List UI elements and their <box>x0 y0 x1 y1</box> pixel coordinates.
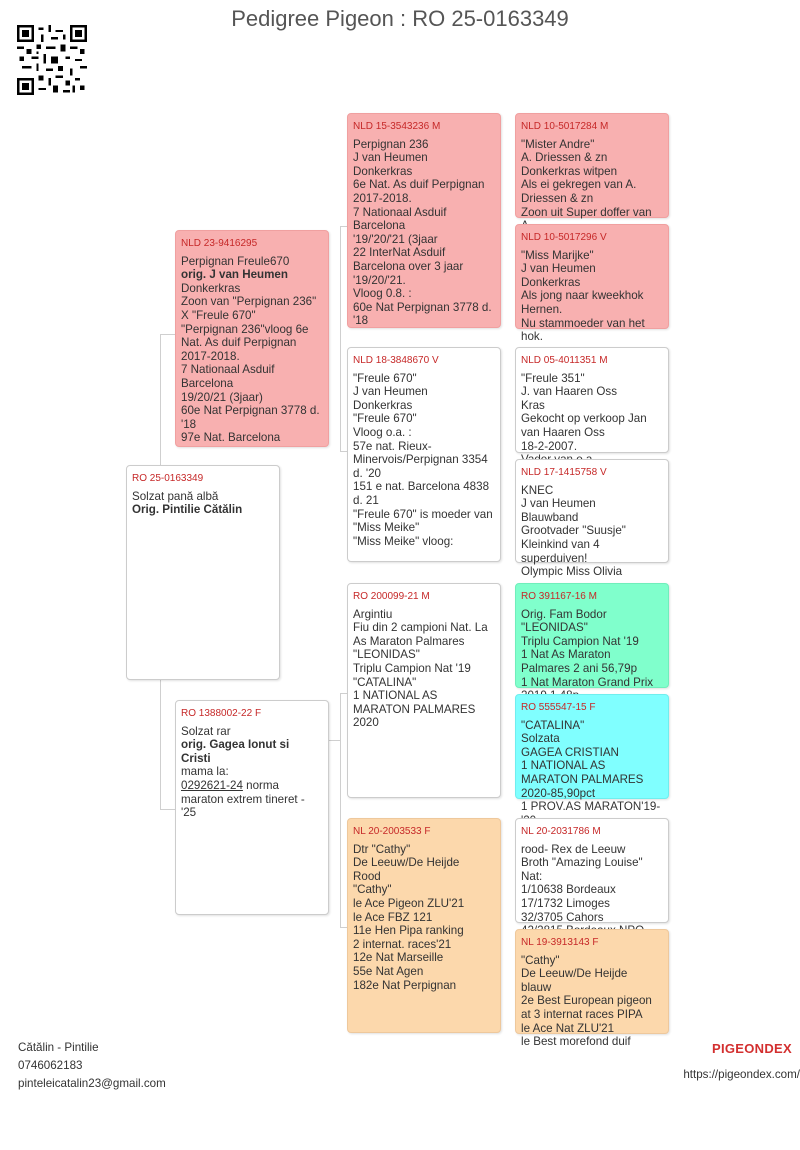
card-line: 1 NATIONAL AS MARATON PALMARES 2020 <box>353 689 479 730</box>
card-line: 7 Nationaal Asduif Barcelona <box>353 205 450 233</box>
dam-dam-card[interactable] <box>347 818 501 1033</box>
ring-number: NLD 17-1415758 V <box>521 467 607 478</box>
card-line: Als ei gekregen van A. Driessen & zn <box>521 178 640 205</box>
ring-number: NL 20-2003533 F <box>353 826 431 837</box>
sire-dam-dam-card[interactable] <box>515 459 669 579</box>
card-line: Gekocht op verkoop Jan van Haaren Oss <box>521 412 650 439</box>
card-line: Zoon uit Super doffer van <box>521 205 652 219</box>
card-line: 57e nat. Rieux-Minervois/Perpignan 3354 d. '20 <box>353 439 491 480</box>
card-line: "Miss Marijke" <box>521 248 594 262</box>
card-line: 6e Nat. As duif Perpignan 2017-2018. <box>353 178 488 205</box>
card-line: 7 Nationaal Asduif Barcelona <box>181 363 278 390</box>
dam-card[interactable] <box>175 700 329 915</box>
card-text <box>521 249 662 344</box>
card-line: Donkerkras witpen <box>521 164 618 178</box>
card-line: J van Heumen <box>353 385 428 399</box>
card-line: Als jong naar kweekhok Hernen. <box>521 289 647 316</box>
card-line: Triplu Campion Nat '19 <box>521 634 639 648</box>
card-line: le Ace Pigeon ZLU'21 <box>353 896 465 910</box>
card-line: 19/20/21 (3jaar) <box>181 390 263 404</box>
card-line: 32/3705 Cahors <box>521 910 604 924</box>
card-line: Donkerkras <box>521 275 581 289</box>
card-line: orig. Gagea Ionut si Cristi <box>181 738 293 765</box>
breeder-email[interactable]: pinteleicatalin23@gmail.com <box>18 1077 166 1090</box>
card-text <box>353 138 494 328</box>
ring-number: NLD 18-3848670 V <box>353 355 439 366</box>
card-text <box>353 608 494 730</box>
ring-number: NLD 15-3543236 M <box>353 121 441 132</box>
sire-sire-dam-card[interactable] <box>515 224 669 344</box>
card-line: Solzata <box>521 732 560 746</box>
card-line: 2 internat. races'21 <box>353 937 452 951</box>
ring-number: NLD 05-4011351 M <box>521 355 608 366</box>
card-line: 97e Nat. Barcelona <box>181 431 281 445</box>
card-line: Vloog 0.8. : <box>353 287 412 301</box>
card-line: 22 InterNat Asduif Barcelona over 3 jaar '19/20/'21. <box>353 246 467 287</box>
card-line: Nat: <box>521 869 543 883</box>
card-line: 18-2-2007. <box>521 439 578 453</box>
card-line: Grootvader "Suusje" <box>521 524 626 538</box>
card-line: Solzat pană albă <box>132 489 219 503</box>
card-line: Donkerkras <box>353 398 413 412</box>
card-line: Donkerkras <box>353 164 413 178</box>
card-line: Solzat rar <box>181 724 231 738</box>
card-line: 60e Nat Perpignan 3778 d. '18 <box>353 300 495 328</box>
sire-dam-card[interactable] <box>347 347 501 562</box>
card-line: 1 Nat Maraton Grand Prix <box>521 675 654 689</box>
ring-number: RO 25-0163349 <box>132 473 204 484</box>
card-text <box>521 843 662 938</box>
card-line: Argintiu <box>353 607 393 621</box>
sire-dam-sire-card[interactable] <box>515 347 669 453</box>
page-title: Pedigree Pigeon : RO 25-0163349 <box>231 6 569 31</box>
card-line: 1 PROV.AS MARATON'19- <box>521 800 661 814</box>
card-line: Orig. Pintilie Cătălin <box>132 503 243 517</box>
card-text <box>181 725 322 820</box>
card-text <box>521 954 662 1049</box>
card-line: 1/10638 Bordeaux <box>521 883 616 897</box>
card-line: "Cathy" <box>353 883 392 897</box>
card-line: 17/1732 Limoges <box>521 896 610 910</box>
pigeondex-logo: PIGEONDEX <box>712 1041 792 1056</box>
card-line: Perpignan 236 <box>353 137 429 151</box>
card-line: J van Heumen <box>353 151 428 165</box>
card-text <box>353 372 494 549</box>
card-line: 1 Nat As Maraton Palmares 2 ani 56,79p <box>521 648 638 675</box>
card-line: 55e Nat Agen <box>353 964 424 978</box>
subject-card[interactable] <box>126 465 280 680</box>
card-line: Rood <box>353 869 381 883</box>
connector-sire-to-dam <box>329 740 340 741</box>
ring-number: NLD 10-5017296 V <box>521 232 607 243</box>
card-text <box>521 719 662 828</box>
card-line: "Cathy" <box>521 953 560 967</box>
card-line: "Miss Meike" vloog: <box>353 534 454 548</box>
card-text <box>521 138 662 233</box>
dam-sire-dam-card[interactable] <box>515 694 669 814</box>
ring-number: RO 391167-16 M <box>521 591 597 602</box>
dam-dam-dam-card[interactable] <box>515 929 669 1049</box>
card-line: le Best morefond duif <box>521 1035 631 1049</box>
card-line: "Mister Andre" <box>521 137 595 151</box>
ring-number: NLD 10-5017284 M <box>521 121 609 132</box>
dam-sire-sire-card[interactable] <box>515 583 669 688</box>
sire-card[interactable] <box>175 230 329 447</box>
card-text <box>521 372 662 467</box>
card-line: De Leeuw/De Heijde <box>353 856 460 870</box>
card-line: Zoon van "Perpignan 236" X "Freule 670" <box>181 295 320 322</box>
ring-number: NLD 23-9416295 <box>181 238 258 249</box>
card-line: blauw <box>521 980 552 994</box>
card-line: 182e Nat Perpignan <box>353 978 457 992</box>
linked-ring-number[interactable]: 0292621-24 <box>181 778 243 792</box>
card-line: Blauwband <box>521 510 579 524</box>
card-line: Triplu Campion Nat '19 <box>353 661 471 675</box>
card-line: "Freule 670" <box>353 412 417 426</box>
card-line: rood- Rex de Leeuw <box>521 842 626 856</box>
ring-number: RO 1388002-22 F <box>181 708 262 719</box>
ring-number: NL 19-3913143 F <box>521 937 599 948</box>
card-line: GAGEA CRISTIAN <box>521 745 619 759</box>
card-line: Broth "Amazing Louise" <box>521 856 643 870</box>
ring-number: NL 20-2031786 M <box>521 826 601 837</box>
card-line: "Perpignan 236"vloog 6e Nat. As duif Perpignan 2017-2018. <box>181 322 312 363</box>
card-line: J. van Haaren Oss <box>521 385 618 399</box>
card-line: Orig. Fam Bodor <box>521 607 607 621</box>
card-line: Donkerkras <box>181 281 241 295</box>
ring-number: RO 200099-21 M <box>353 591 430 602</box>
card-line: "Freule 670" is moeder van "Miss Meike" <box>353 507 496 535</box>
pigeondex-link[interactable]: https://pigeondex.com/ <box>683 1068 800 1081</box>
card-line: 60e Nat Perpignan 3778 d. '18 <box>181 404 323 431</box>
dam-dam-sire-card[interactable] <box>515 818 669 923</box>
card-line: J van Heumen <box>521 262 596 276</box>
card-text <box>521 608 662 703</box>
card-line: J van Heumen <box>521 497 596 511</box>
ring-number: RO 555547-15 F <box>521 702 596 713</box>
card-line: De Leeuw/De Heijde <box>521 967 628 981</box>
card-text <box>181 255 322 445</box>
card-line: "CATALINA" <box>353 675 417 689</box>
card-line: le Ace FBZ 121 <box>353 910 433 924</box>
card-line: 2e Best European pigeon at 3 internat races PIPA <box>521 994 656 1021</box>
card-line: 0292621-24 norma maraton extrem tineret - '25 <box>181 778 308 820</box>
dam-sire-card[interactable] <box>347 583 501 798</box>
card-text <box>353 843 494 993</box>
qr-code[interactable] <box>17 25 87 95</box>
card-line: "LEONIDAS" <box>353 648 420 662</box>
card-line: mama la: <box>181 765 229 779</box>
card-text <box>521 484 662 579</box>
card-line: A. Driessen & zn <box>521 151 608 165</box>
sire-sire-sire-card[interactable] <box>515 113 669 218</box>
card-line: Kras <box>521 398 545 412</box>
breeder-contact <box>18 1039 166 1093</box>
card-line: le Ace Nat ZLU'21 <box>521 1021 615 1035</box>
card-line: "Freule 351" <box>521 371 585 385</box>
card-line: Olympic Miss Olivia <box>521 565 623 579</box>
card-line: orig. J van Heumen <box>181 268 288 282</box>
card-line: Nu stammoeder van het hok. <box>521 316 648 344</box>
card-line: "LEONIDAS" <box>521 621 588 635</box>
card-line: Kleinkind van 4 superduiven! <box>521 537 603 565</box>
card-line: Fiu din 2 campioni Nat. La As Maraton Palmares <box>353 621 491 648</box>
card-line: 1 NATIONAL AS MARATON PALMARES 2020-85,90pct <box>521 759 647 800</box>
sire-sire-card[interactable] <box>347 113 501 328</box>
card-line: Perpignan Freule670 <box>181 254 290 268</box>
breeder-name: Cătălin - Pintilie <box>18 1041 99 1054</box>
card-line: 12e Nat Marseille <box>353 951 444 965</box>
card-text <box>132 490 273 517</box>
card-line: KNEC <box>521 483 554 497</box>
card-line: "Freule 670" <box>353 371 417 385</box>
breeder-phone: 0746062183 <box>18 1059 83 1072</box>
card-line: Dtr "Cathy" <box>353 842 411 856</box>
card-line: 151 e nat. Barcelona 4838 d. 21 <box>353 480 493 507</box>
card-line: "CATALINA" <box>521 718 585 732</box>
card-line: 11e Hen Pipa ranking <box>353 924 464 938</box>
card-line: Vloog o.a. : <box>353 425 412 439</box>
card-line: '19/'20/'21 (3jaar <box>353 232 438 246</box>
